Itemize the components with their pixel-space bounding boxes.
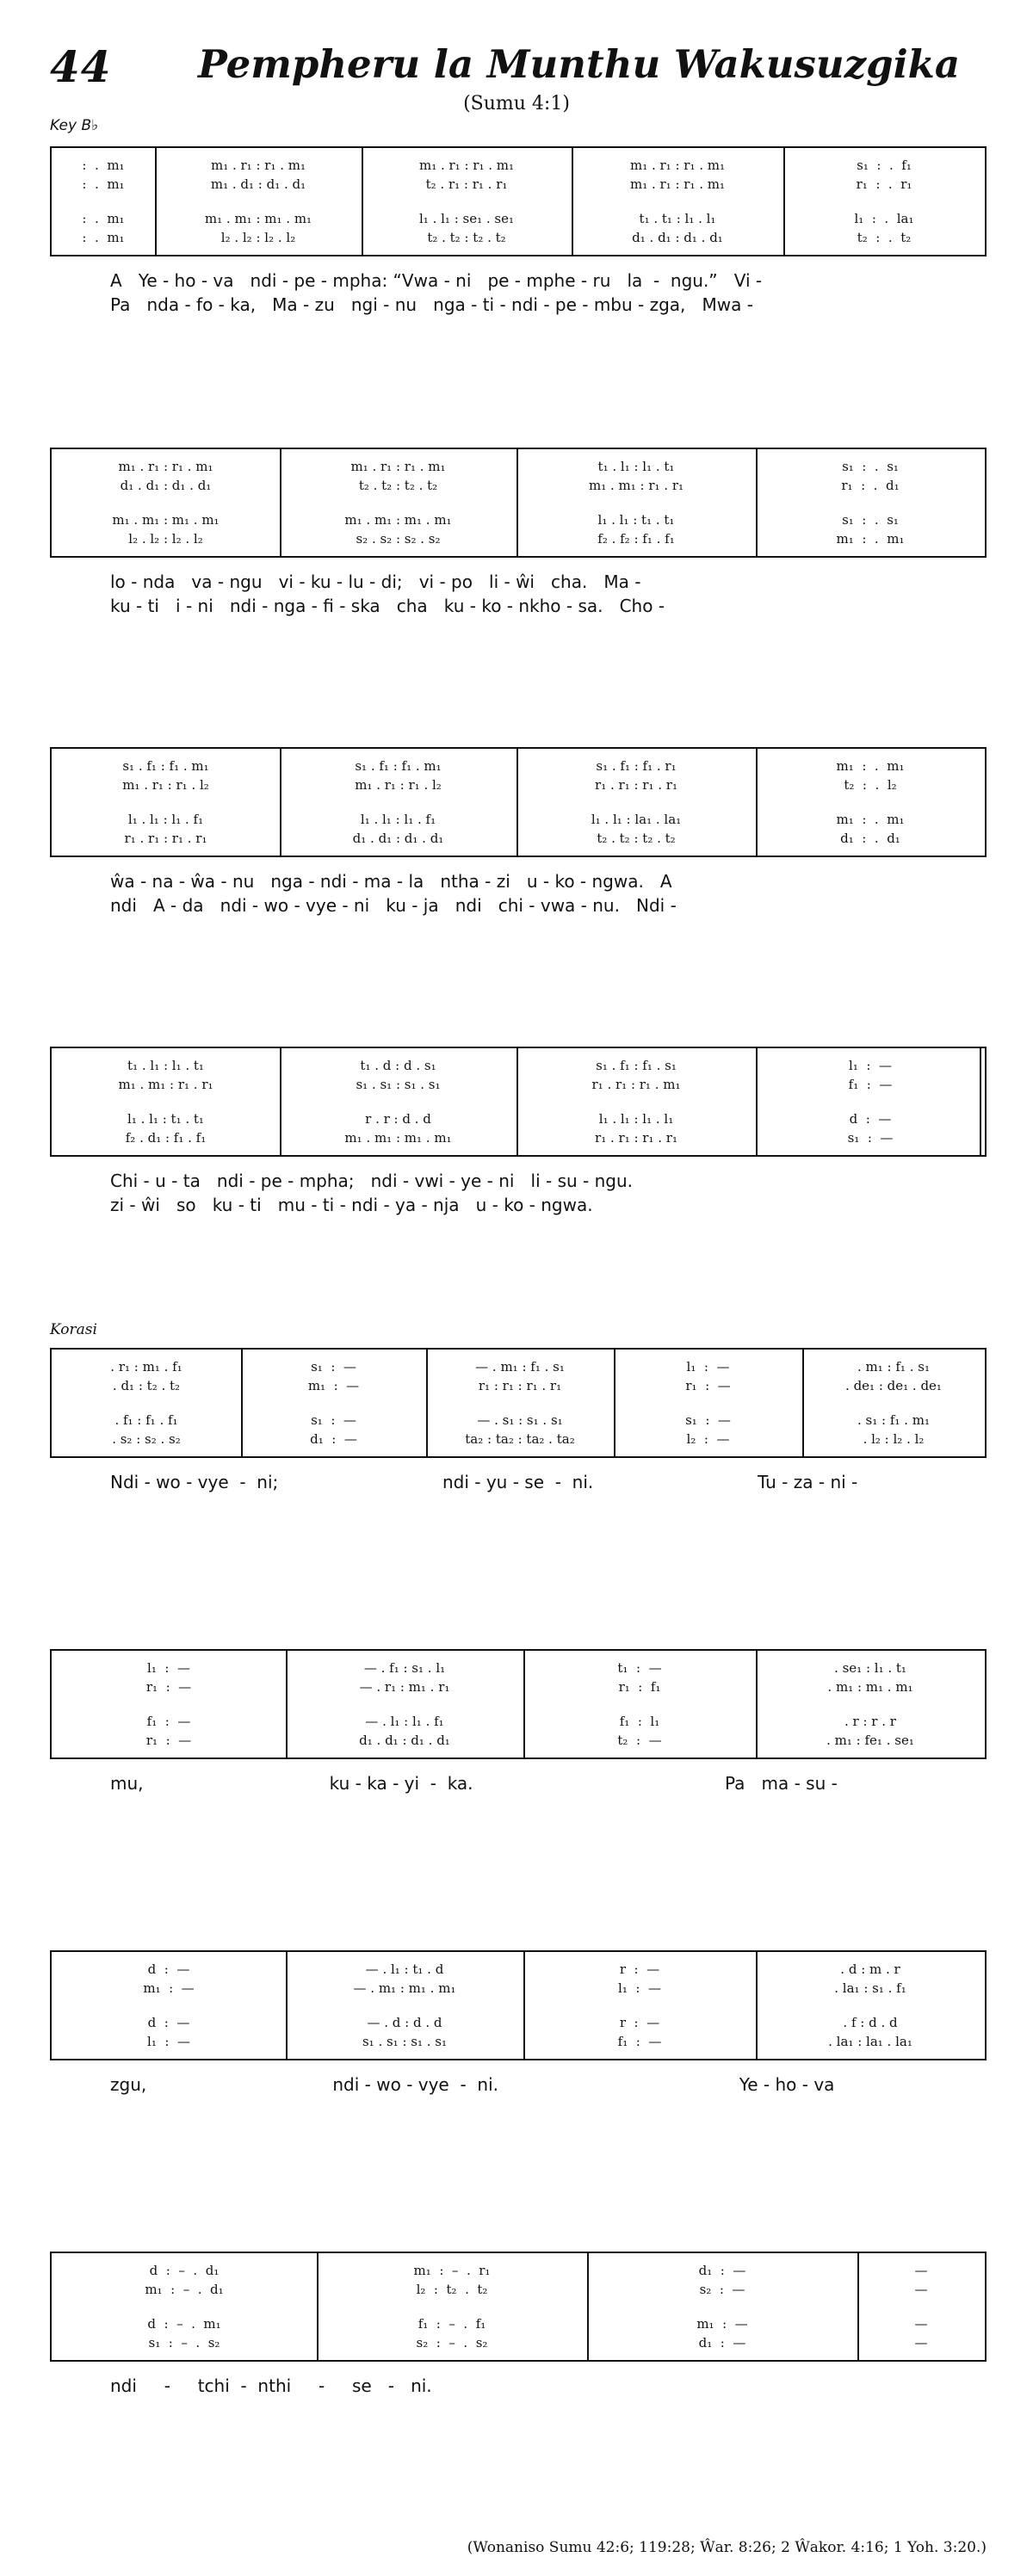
- solfa-measure: t₁ . d : d . s₁: [360, 1058, 436, 1073]
- voice-row: [52, 176, 985, 193]
- solfa-measure: . f : d . d: [843, 2015, 898, 2030]
- voice-row: [52, 157, 985, 174]
- solfa-measure: m₁ . r₁ : r₁ . m₁: [629, 176, 726, 192]
- voice-row: [52, 1678, 985, 1696]
- solfa-measure: m₁ . m₁ : m₁ . m₁: [344, 512, 452, 528]
- solfa-measure: m₁ . m₁ : m₁ . m₁: [112, 512, 220, 528]
- solfa-measure: f₂ . f₂ : f₁ . f₁: [597, 531, 675, 547]
- solfa-measure: — . l₁ : l₁ . f₁: [365, 1714, 444, 1729]
- solfa-measure: —: [914, 2335, 928, 2351]
- solfa-measure: f₁ : – . f₁: [418, 2316, 486, 2332]
- voice-row: [52, 511, 985, 528]
- solfa-measure: m₁ . r₁ : r₁ . m₁: [629, 158, 726, 173]
- solfa-measure: m₁ . r₁ : r₁ . l₂: [355, 777, 442, 793]
- solfa-measure: d : —: [147, 2015, 190, 2030]
- staff-box: [50, 1649, 987, 1759]
- solfa-measure: l₂ : —: [686, 1431, 730, 1447]
- solfa-measure: d₁ : —: [698, 2335, 746, 2351]
- lyric-line: ŵa - na - ŵa - nu nga - ndi - ma - la ntha - zi u - ko - ngwa. A: [110, 871, 672, 892]
- solfa-measure: . la₁ : la₁ . la₁: [828, 2034, 912, 2049]
- music-system: [50, 747, 987, 930]
- solfa-measure: — . m₁ : m₁ . m₁: [353, 1980, 456, 1996]
- lyric-line: ndi - tchi - nthi - se - ni.: [110, 2375, 432, 2396]
- solfa-measure: t₁ . t₁ : l₁ . l₁: [639, 211, 716, 226]
- voice-row: [52, 1076, 985, 1093]
- solfa-measure: d₁ : . d₁: [840, 831, 900, 846]
- solfa-measure: l₂ . l₂ : l₂ . l₂: [220, 230, 296, 245]
- solfa-measure: r₁ . r₁ : r₁ . r₁: [595, 1130, 677, 1146]
- voice-row: [52, 757, 985, 775]
- voice-row: [52, 1358, 985, 1375]
- lyric-line: Pa nda - fo - ka, Ma - zu ngi - nu nga - ti - ndi - pe - mbu - zga, Mwa -: [110, 294, 753, 315]
- solfa-measure: f₂ . d₁ : f₁ . f₁: [125, 1130, 207, 1146]
- music-system: [50, 1649, 987, 1832]
- solfa-measure: s₁ . f₁ : f₁ . s₁: [596, 1058, 677, 1073]
- solfa-measure: . d₁ : t₂ . t₂: [112, 1378, 181, 1393]
- music-system: [50, 2252, 987, 2434]
- solfa-measure: m₁ : —: [307, 1378, 360, 1393]
- solfa-measure: m₁ . d₁ : d₁ . d₁: [210, 176, 306, 192]
- solfa-measure: — . l₁ : t₁ . d: [365, 1961, 444, 1977]
- solfa-measure: m₁ . r₁ : r₁ . m₁: [118, 459, 213, 474]
- solfa-measure: l₁ . l₁ : t₁ . t₁: [127, 1111, 204, 1127]
- solfa-measure: . m₁ : f₁ . s₁: [857, 1359, 930, 1374]
- solfa-measure: . d : m . r: [840, 1961, 900, 1977]
- solfa-measure: l₁ : —: [147, 2034, 190, 2049]
- solfa-measure: — . r₁ : m₁ . r₁: [359, 1679, 450, 1695]
- solfa-measure: m₁ . m₁ : r₁ . r₁: [588, 478, 684, 493]
- solfa-measure: s₂ : —: [699, 2282, 745, 2297]
- solfa-measure: r₁ : r₁ : r₁ . r₁: [478, 1378, 562, 1393]
- solfa-measure: d₁ : —: [698, 2263, 746, 2278]
- solfa-measure: s₁ : —: [685, 1412, 731, 1428]
- solfa-measure: s₁ : —: [311, 1412, 356, 1428]
- lyric-line: zgu, ndi - wo - vye - ni. Ye - ho - va: [110, 2074, 835, 2095]
- solfa-measure: s₂ : – . s₂: [416, 2335, 488, 2351]
- solfa-measure: . m₁ : fe₁ . se₁: [826, 1733, 914, 1748]
- solfa-measure: l₁ . l₁ : l₁ . f₁: [360, 812, 436, 827]
- voice-row: [52, 2315, 985, 2332]
- solfa-measure: l₁ . l₁ : la₁ . la₁: [591, 812, 682, 827]
- lyric-line: Chi - u - ta ndi - pe - mpha; ndi - vwi - ye - ni li - su - ngu.: [110, 1171, 634, 1191]
- solfa-measure: l₁ . l₁ : l₁ . l₁: [598, 1111, 674, 1127]
- solfa-measure: m₁ . r₁ : r₁ . l₂: [122, 777, 209, 793]
- solfa-measure: s₁ . f₁ : f₁ . m₁: [122, 758, 209, 774]
- solfa-measure: m₁ : —: [143, 1980, 195, 1996]
- music-system: [50, 448, 987, 630]
- solfa-measure: t₂ . t₂ : t₂ . t₂: [427, 230, 506, 245]
- solfa-measure: . r : r . r: [844, 1714, 896, 1729]
- solfa-measure: r₁ : —: [145, 1733, 192, 1748]
- solfa-measure: d₁ . d₁ : d₁ . d₁: [632, 230, 723, 245]
- voice-row: [52, 2014, 985, 2031]
- solfa-measure: t₁ . l₁ : l₁ . t₁: [127, 1058, 204, 1073]
- voice-row: [52, 530, 985, 547]
- lyric-line: mu, ku - ka - yi - ka. Pa ma - su -: [110, 1773, 838, 1794]
- chorus-label: Korasi: [50, 1321, 97, 1338]
- key-signature: Key B♭: [50, 117, 99, 134]
- solfa-measure: . m₁ : m₁ . m₁: [827, 1679, 913, 1695]
- solfa-measure: d : – . m₁: [147, 2316, 221, 2332]
- staff-box: [50, 146, 987, 256]
- voice-row: [52, 1129, 985, 1146]
- solfa-measure: r₁ . r₁ : r₁ . r₁: [595, 777, 677, 793]
- music-system: [50, 146, 987, 329]
- solfa-measure: t₂ . t₂ : t₂ . t₂: [597, 831, 676, 846]
- voice-row: [52, 1961, 985, 1978]
- solfa-measure: t₂ : . t₂: [857, 230, 912, 245]
- lyric-line: A Ye - ho - va ndi - pe - mpha: “Vwa - ni pe - mphe - ru la - ngu.” Vi -: [110, 270, 763, 291]
- music-system: [50, 1047, 987, 1229]
- staff-box: [50, 2252, 987, 2362]
- solfa-measure: s₁ : —: [311, 1359, 356, 1374]
- solfa-measure: d₁ . d₁ : d₁ . d₁: [359, 1733, 450, 1748]
- solfa-measure: d₁ . d₁ : d₁ . d₁: [352, 831, 444, 846]
- voice-row: [52, 1659, 985, 1677]
- lyric-line: zi - ŵi so ku - ti mu - ti - ndi - ya - nja u - ko - ngwa.: [110, 1195, 593, 1215]
- voice-row: [52, 229, 985, 246]
- solfa-measure: . s₁ : f₁ . m₁: [857, 1412, 930, 1428]
- solfa-measure: r : —: [619, 2015, 660, 2030]
- voice-row: [52, 1980, 985, 1997]
- solfa-measure: m₁ . m₁ : r₁ . r₁: [118, 1077, 213, 1092]
- solfa-measure: . de₁ : de₁ . de₁: [845, 1378, 942, 1393]
- solfa-measure: — . s₁ : s₁ . s₁: [477, 1412, 563, 1428]
- solfa-measure: : . m₁: [82, 211, 125, 226]
- voice-row: [52, 1377, 985, 1394]
- solfa-measure: r₁ . r₁ : r₁ . r₁: [124, 831, 207, 846]
- voice-row: [52, 776, 985, 794]
- solfa-measure: s₁ . f₁ : f₁ . m₁: [355, 758, 442, 774]
- solfa-measure: : . m₁: [82, 176, 125, 192]
- solfa-measure: — . m₁ : f₁ . s₁: [475, 1359, 565, 1374]
- voice-row: [52, 811, 985, 828]
- solfa-measure: . f₁ : f₁ . f₁: [114, 1412, 178, 1428]
- solfa-measure: s₁ : . f₁: [857, 158, 912, 173]
- voice-row: [52, 2262, 985, 2279]
- staff-box: [50, 747, 987, 857]
- solfa-measure: s₁ : —: [847, 1130, 894, 1146]
- solfa-measure: f₁ : —: [617, 2034, 662, 2049]
- voice-row: [52, 1412, 985, 1429]
- solfa-measure: r₁ . r₁ : r₁ . m₁: [591, 1077, 681, 1092]
- solfa-measure: s₁ . s₁ : s₁ . s₁: [356, 1077, 441, 1092]
- solfa-measure: f₁ : l₁: [619, 1714, 660, 1729]
- music-system: [50, 1348, 987, 1530]
- footer-references: (Wonaniso Sumu 42:6; 119:28; Ŵar. 8:26; 2 Ŵakor. 4:16; 1 Yoh. 3:20.): [467, 2539, 987, 2556]
- voice-row: [52, 477, 985, 494]
- solfa-measure: m₁ : . m₁: [836, 531, 905, 547]
- lyric-line: ndi A - da ndi - wo - vye - ni ku - ja ndi chi - vwa - nu. Ndi -: [110, 895, 677, 916]
- solfa-measure: s₁ : . s₁: [842, 459, 899, 474]
- voice-row: [52, 2281, 985, 2298]
- solfa-measure: l₁ : —: [849, 1058, 892, 1073]
- solfa-measure: m₁ . m₁ : m₁ . m₁: [204, 211, 312, 226]
- voice-row: [52, 210, 985, 227]
- hymn-title: Pempheru la Munthu Wakusuzgika: [198, 41, 961, 87]
- voice-row: [52, 1430, 985, 1448]
- solfa-measure: r₁ : —: [685, 1378, 731, 1393]
- solfa-measure: l₁ . l₁ : l₁ . f₁: [127, 812, 204, 827]
- solfa-measure: l₁ : —: [147, 1660, 190, 1676]
- solfa-measure: m₁ : . m₁: [836, 812, 905, 827]
- solfa-measure: m₁ . m₁ : m₁ . m₁: [344, 1130, 452, 1146]
- solfa-measure: t₂ . t₂ : t₂ . t₂: [358, 478, 438, 493]
- solfa-measure: m₁ : . m₁: [836, 758, 905, 774]
- solfa-measure: f₁ : —: [146, 1714, 191, 1729]
- solfa-measure: . l₂ : l₂ . l₂: [863, 1431, 925, 1447]
- solfa-measure: l₂ : t₂ . t₂: [416, 2282, 488, 2297]
- solfa-measure: . s₂ : s₂ . s₂: [112, 1431, 181, 1447]
- voice-row: [52, 458, 985, 475]
- solfa-measure: . se₁ : l₁ . t₁: [834, 1660, 906, 1676]
- solfa-measure: t₁ : —: [617, 1660, 662, 1676]
- solfa-measure: s₁ . s₁ : s₁ . s₁: [362, 2034, 448, 2049]
- solfa-measure: r₁ : —: [145, 1679, 192, 1695]
- solfa-measure: r₁ : f₁: [618, 1679, 661, 1695]
- solfa-measure: —: [914, 2263, 928, 2278]
- lyric-line: lo - nda va - ngu vi - ku - lu - di; vi - po li - ŵi cha. Ma -: [110, 571, 641, 592]
- solfa-measure: d : —: [147, 1961, 190, 1977]
- solfa-measure: . la₁ : s₁ . f₁: [834, 1980, 906, 1996]
- solfa-measure: l₁ : —: [618, 1980, 661, 1996]
- solfa-measure: s₂ . s₂ : s₂ . s₂: [356, 531, 441, 547]
- solfa-measure: d : – . d₁: [149, 2263, 220, 2278]
- solfa-measure: l₁ : —: [686, 1359, 730, 1374]
- solfa-measure: m₁ : – . r₁: [413, 2263, 491, 2278]
- solfa-measure: d : —: [849, 1111, 892, 1127]
- solfa-measure: s₁ . f₁ : f₁ . r₁: [596, 758, 677, 774]
- voice-row: [52, 1732, 985, 1749]
- voice-row: [52, 1057, 985, 1074]
- solfa-measure: t₂ : . l₂: [844, 777, 897, 793]
- solfa-measure: t₂ : —: [617, 1733, 662, 1748]
- solfa-measure: —: [914, 2282, 928, 2297]
- solfa-measure: r₁ : . d₁: [841, 478, 900, 493]
- solfa-measure: r₁ : . r₁: [856, 176, 912, 192]
- solfa-measure: t₂ . r₁ : r₁ . r₁: [425, 176, 508, 192]
- voice-row: [52, 830, 985, 847]
- staff-box: [50, 1950, 987, 2060]
- solfa-measure: r . r : d . d: [365, 1111, 431, 1127]
- solfa-measure: . r₁ : m₁ . f₁: [110, 1359, 182, 1374]
- solfa-measure: r : —: [619, 1961, 660, 1977]
- solfa-measure: — . d : d . d: [367, 2015, 442, 2030]
- solfa-measure: m₁ . r₁ : r₁ . m₁: [418, 158, 515, 173]
- solfa-measure: d₁ . d₁ : d₁ . d₁: [120, 478, 212, 493]
- solfa-measure: l₁ . l₁ : t₁ . t₁: [597, 512, 675, 528]
- staff-box: [50, 448, 987, 558]
- solfa-measure: m₁ . r₁ : r₁ . m₁: [350, 459, 446, 474]
- voice-row: [52, 2334, 985, 2351]
- solfa-measure: l₁ . l₁ : se₁ . se₁: [419, 211, 514, 226]
- staff-box: [50, 1348, 987, 1458]
- hymn-number: 44: [50, 41, 112, 92]
- solfa-measure: ta₂ : ta₂ : ta₂ . ta₂: [465, 1431, 575, 1447]
- voice-row: [52, 1110, 985, 1127]
- lyric-line: ku - ti i - ni ndi - nga - fi - ska cha ku - ko - nkho - sa. Cho -: [110, 596, 665, 616]
- solfa-measure: s₁ : – . s₂: [148, 2335, 220, 2351]
- staff-box: [50, 1047, 987, 1157]
- solfa-measure: l₂ . l₂ : l₂ . l₂: [128, 531, 203, 547]
- voice-row: [52, 2033, 985, 2050]
- solfa-measure: — . f₁ : s₁ . l₁: [363, 1660, 446, 1676]
- solfa-measure: : . m₁: [82, 230, 125, 245]
- solfa-measure: f₁ : —: [848, 1077, 893, 1092]
- solfa-measure: —: [914, 2316, 928, 2332]
- solfa-measure: m₁ : —: [696, 2316, 748, 2332]
- solfa-measure: s₁ : . s₁: [842, 512, 899, 528]
- solfa-measure: t₁ . l₁ : l₁ . t₁: [597, 459, 675, 474]
- voice-row: [52, 1713, 985, 1730]
- solfa-measure: d₁ : —: [310, 1431, 357, 1447]
- lyric-line: Ndi - wo - vye - ni; ndi - yu - se - ni. Tu - za - ni -: [110, 1472, 858, 1492]
- scripture-reference: (Sumu 4:1): [463, 93, 570, 114]
- solfa-measure: : . m₁: [82, 158, 125, 173]
- solfa-measure: l₁ : . la₁: [854, 211, 914, 226]
- solfa-measure: m₁ : – . d₁: [145, 2282, 224, 2297]
- music-system: [50, 1950, 987, 2133]
- solfa-measure: m₁ . r₁ : r₁ . m₁: [210, 158, 306, 173]
